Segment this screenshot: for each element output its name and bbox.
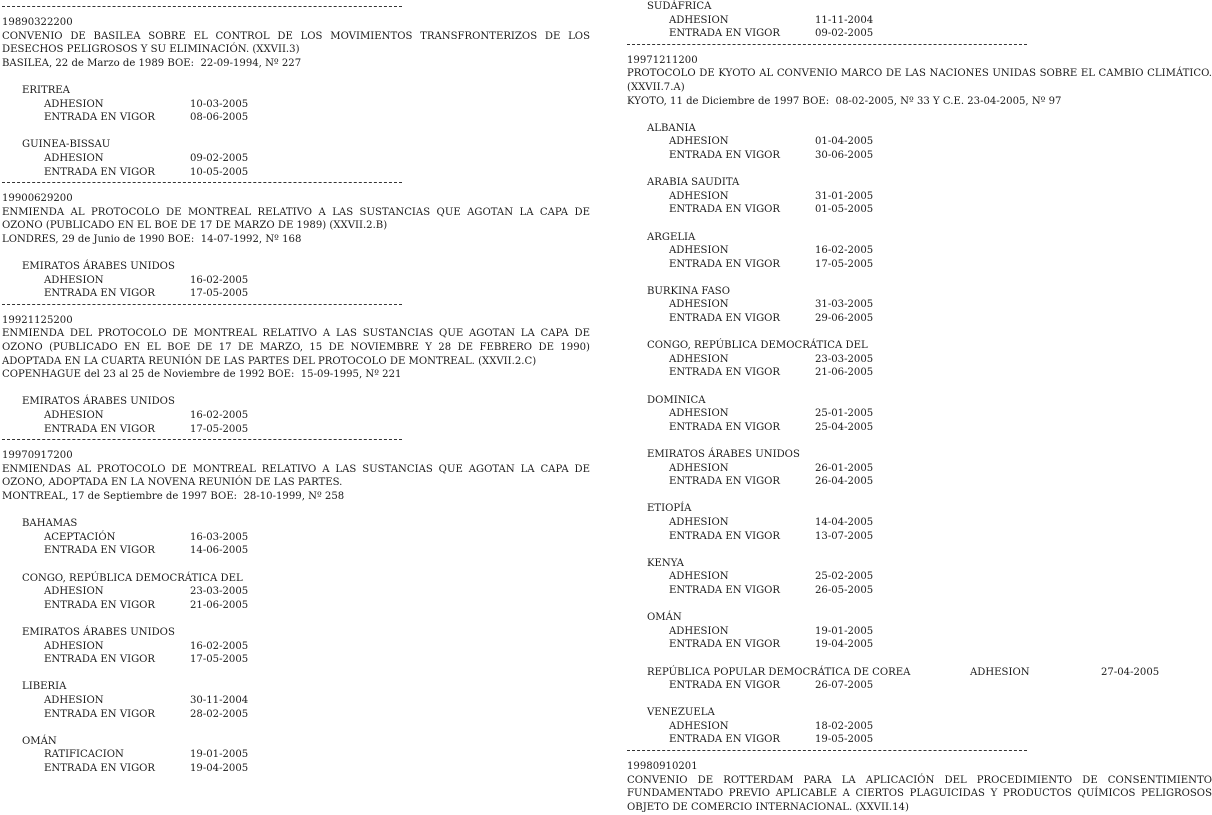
treaty-id: 19890322200 <box>2 17 73 28</box>
section-separator <box>627 44 1027 54</box>
status-row <box>44 423 590 437</box>
status-row <box>669 366 1212 380</box>
treaty-entry <box>2 192 590 301</box>
status-row <box>669 462 1212 476</box>
country-name: BAHAMAS <box>22 518 78 530</box>
treaty-source: COPENHAGUE del 23 al 25 de Noviembre de 1992 BOE: 15-09-1995, Nº 221 <box>2 369 402 381</box>
status-label: ADHESION <box>44 274 104 286</box>
status-row <box>669 638 1212 652</box>
country-name: CONGO, REPÚBLICA DEMOCRÁTICA DEL <box>22 572 243 584</box>
treaty-title: CONVENIO DE ROTTERDAM PARA LA APLICACIÓN DEL PROCEDIMIENTO DE CONSENTIMIENTO FUNDAMENTADO PREVIO APLICABLE A CIERTOS PLAGUICIDAS Y PRODUCTOS QUÍMICOS PELIGROSOS OBJETO DE COMERCIO INTERNACIONAL. (XXVII.14) <box>627 774 1212 813</box>
status-label: ADHESION <box>669 408 729 420</box>
country-entry <box>627 394 1212 435</box>
treaty-source: LONDRES, 29 de Junio de 1990 BOE: 14-07-1992, Nº 168 <box>2 233 302 245</box>
status-label: ENTRADA EN VIGOR <box>669 258 781 270</box>
country-entry <box>2 138 590 179</box>
status-label: ADHESION <box>669 516 729 528</box>
status-date: 01-04-2005 <box>815 136 874 148</box>
status-label: ADHESION <box>669 190 729 202</box>
country-inline-row <box>647 666 1212 680</box>
status-label: ADHESION <box>970 666 1030 678</box>
status-date: 14-06-2005 <box>190 545 249 557</box>
status-row <box>44 166 590 180</box>
country-name: EMIRATOS ÁRABES UNIDOS <box>22 261 175 273</box>
status-date: 26-04-2005 <box>815 476 874 488</box>
status-label: ENTRADA EN VIGOR <box>44 762 156 774</box>
treaty-source: KYOTO, 11 de Diciembre de 1997 BOE: 08-02-2005, Nº 33 Y C.E. 23-04-2005, Nº 97 <box>627 95 1062 107</box>
treaty-entry <box>627 54 1212 747</box>
treaty-id: 19971211200 <box>627 54 698 66</box>
status-date: 30-11-2004 <box>190 694 249 706</box>
status-row <box>669 720 1212 734</box>
status-label: ENTRADA EN VIGOR <box>44 288 156 300</box>
treaty-entry <box>2 314 590 436</box>
treaty-entry <box>627 760 1212 814</box>
status-date: 19-01-2005 <box>815 625 874 637</box>
status-date: 23-03-2005 <box>815 353 874 365</box>
country-name: ARGELIA <box>647 231 696 243</box>
status-label: RATIFICACION <box>44 749 124 761</box>
country-name: EMIRATOS ÁRABES UNIDOS <box>22 396 175 408</box>
status-row <box>44 694 590 708</box>
status-date: 26-05-2005 <box>815 584 874 596</box>
treaty-id: 19980910201 <box>627 761 698 773</box>
status-row <box>44 599 590 613</box>
status-date: 10-03-2005 <box>190 98 249 110</box>
status-label: ADHESION <box>669 720 729 732</box>
treaty-id: 19970917200 <box>2 450 73 462</box>
country-name: LIBERIA <box>22 681 67 693</box>
country-entry <box>627 176 1212 217</box>
country-name: BURKINA FASO <box>647 285 730 297</box>
status-label: ENTRADA EN VIGOR <box>669 476 781 488</box>
status-row <box>669 27 1212 41</box>
country-entry <box>2 517 590 558</box>
country-entry <box>2 84 590 125</box>
country-entry <box>627 122 1212 163</box>
country-entry <box>627 502 1212 543</box>
status-row <box>44 653 590 667</box>
country-entry <box>2 395 590 436</box>
carryover-entry <box>627 0 1212 41</box>
status-label: ADHESION <box>44 152 104 164</box>
status-date: 19-04-2005 <box>815 639 874 651</box>
status-label: ENTRADA EN VIGOR <box>44 654 156 666</box>
status-date: 31-03-2005 <box>815 299 874 311</box>
treaty-title: ENMIENDAS AL PROTOCOLO DE MONTREAL RELATIVO A LAS SUSTANCIAS QUE AGOTAN LA CAPA DE OZONO, ADOPTADA EN LA NOVENA REUNIÓN DE LAS PARTES. <box>2 463 590 489</box>
status-label: ENTRADA EN VIGOR <box>669 584 781 596</box>
country-entry <box>627 339 1212 380</box>
status-date: 16-02-2005 <box>190 410 249 422</box>
status-row <box>44 762 590 776</box>
status-row <box>669 625 1212 639</box>
country-name: GUINEA-BISSAU <box>22 139 111 151</box>
status-date: 17-05-2005 <box>815 258 874 270</box>
country-entry <box>627 611 1212 652</box>
status-label: ENTRADA EN VIGOR <box>669 421 781 433</box>
status-label: ADHESION <box>44 640 104 652</box>
status-date: 16-03-2005 <box>190 531 249 543</box>
status-date: 30-06-2005 <box>815 149 874 161</box>
country-name: ERITREA <box>22 84 70 96</box>
country-name: SUDÁFRICA <box>647 1 712 12</box>
status-row <box>44 531 590 545</box>
country-name: CONGO, REPÚBLICA DEMOCRÁTICA DEL <box>647 340 868 352</box>
country-entry <box>627 0 1212 41</box>
status-row <box>44 585 590 599</box>
status-row <box>44 748 590 762</box>
status-date: 28-02-2005 <box>190 708 249 720</box>
status-date: 18-02-2005 <box>815 720 874 732</box>
status-row <box>669 312 1212 326</box>
status-label: ADHESION <box>669 625 729 637</box>
status-label: ENTRADA EN VIGOR <box>44 545 156 557</box>
country-name: VENEZUELA <box>647 707 715 719</box>
status-row <box>669 679 1212 693</box>
status-date: 26-01-2005 <box>815 462 874 474</box>
status-row <box>669 421 1212 435</box>
status-date: 23-03-2005 <box>190 586 249 598</box>
country-entry <box>627 557 1212 598</box>
treaty-id: 19900629200 <box>2 193 73 205</box>
treaty-title: ENMIENDA DEL PROTOCOLO DE MONTREAL RELATIVO A LAS SUSTANCIAS QUE AGOTAN LA CAPA DE OZONO (PUBLICADO EN EL BOE DE 17 DE MARZO, 15 DE NOVIEMBRE Y 28 DE FEBRERO DE 1990) ADOPTADA EN LA CUARTA REUNIÓN DE LAS PARTES DEL PROTOCOLO DE MONTREAL. (XXVII.2.C) <box>2 328 590 367</box>
treaty-title: CONVENIO DE BASILEA SOBRE EL CONTROL DE LOS MOVIMIENTOS TRANSFRONTERIZOS DE LOS DESECHOS PELIGROSOS Y SU ELIMINACIÓN. (XXVII.3) <box>2 30 590 56</box>
country-name: EMIRATOS ÁRABES UNIDOS <box>647 449 800 460</box>
country-name: DOMINICA <box>647 394 706 406</box>
status-row <box>44 287 590 301</box>
status-row <box>669 244 1212 258</box>
country-entry <box>627 285 1212 326</box>
status-row <box>669 149 1212 163</box>
country-entry <box>2 260 590 301</box>
treaty-source: MONTREAL, 17 de Septiembre de 1997 BOE: 28-10-1999, Nº 258 <box>2 491 345 502</box>
status-row <box>44 544 590 558</box>
country-entry <box>2 572 590 613</box>
status-row <box>44 274 590 288</box>
status-label: ENTRADA EN VIGOR <box>669 734 781 746</box>
status-label: ENTRADA EN VIGOR <box>44 708 156 720</box>
section-separator <box>2 304 402 314</box>
status-row <box>669 584 1212 598</box>
status-row <box>669 298 1212 312</box>
country-name: EMIRATOS ÁRABES UNIDOS <box>22 626 175 638</box>
right-column <box>627 0 1212 814</box>
status-label: ADHESION <box>669 299 729 311</box>
status-date: 25-01-2005 <box>815 408 874 420</box>
status-label: ADHESION <box>44 410 104 422</box>
status-label: ADHESION <box>669 245 729 257</box>
left-column <box>2 3 590 789</box>
status-row <box>669 530 1212 544</box>
country-entry <box>2 735 590 776</box>
section-separator <box>2 182 402 192</box>
status-date: 26-07-2005 <box>815 680 874 692</box>
status-label: ENTRADA EN VIGOR <box>669 530 781 542</box>
status-label: ENTRADA EN VIGOR <box>669 204 781 216</box>
status-date: 19-05-2005 <box>815 734 874 746</box>
status-row <box>669 258 1212 272</box>
status-row <box>669 203 1212 217</box>
status-row <box>44 152 590 166</box>
treaty-entry <box>2 449 590 775</box>
treaty-source: BASILEA, 22 de Marzo de 1989 BOE: 22-09-1994, Nº 227 <box>2 57 302 69</box>
status-label: ENTRADA EN VIGOR <box>44 166 156 178</box>
status-label: ENTRADA EN VIGOR <box>669 639 781 651</box>
country-entry <box>627 706 1212 747</box>
status-date: 17-05-2005 <box>190 423 249 435</box>
status-label: ADHESION <box>44 586 104 598</box>
status-row <box>669 733 1212 747</box>
status-row <box>669 135 1212 149</box>
treaty-entry <box>2 16 590 179</box>
status-row <box>44 409 590 423</box>
status-label: ENTRADA EN VIGOR <box>669 313 781 325</box>
country-name: OMÁN <box>647 612 682 624</box>
status-date: 21-06-2005 <box>190 599 249 611</box>
country-name: ARABIA SAUDITA <box>647 177 740 189</box>
status-date: 16-02-2005 <box>190 274 249 286</box>
status-row <box>44 98 590 112</box>
country-entry <box>627 666 1212 693</box>
status-date: 17-05-2005 <box>190 288 249 300</box>
status-date: 09-02-2005 <box>815 28 874 40</box>
status-date: 19-01-2005 <box>190 749 249 761</box>
status-label: ADHESION <box>669 14 729 26</box>
treaty-id: 19921125200 <box>2 314 73 326</box>
section-separator <box>2 439 402 449</box>
status-date: 25-04-2005 <box>815 421 874 433</box>
status-date: 16-02-2005 <box>815 245 874 257</box>
status-date: 14-04-2005 <box>815 516 874 528</box>
status-date: 11-11-2004 <box>815 14 874 26</box>
status-label: ADHESION <box>669 571 729 583</box>
status-date: 19-04-2005 <box>190 762 249 774</box>
status-row <box>669 407 1212 421</box>
status-label: ACEPTACIÓN <box>44 531 116 543</box>
status-date: 09-02-2005 <box>190 152 249 164</box>
status-row <box>669 353 1212 367</box>
status-row <box>669 190 1212 204</box>
country-entry <box>627 448 1212 489</box>
country-name: KENYA <box>647 557 684 569</box>
status-date: 10-05-2005 <box>190 166 249 178</box>
status-date: 27-04-2005 <box>1101 666 1160 678</box>
status-label: ADHESION <box>669 136 729 148</box>
status-label: ADHESION <box>669 353 729 365</box>
status-label: ADHESION <box>44 694 104 706</box>
country-name: ALBANIA <box>647 122 696 134</box>
status-date: 17-05-2005 <box>190 654 249 666</box>
status-date: 29-06-2005 <box>815 313 874 325</box>
section-separator <box>2 6 402 16</box>
country-name: REPÚBLICA POPULAR DEMOCRÁTICA DE COREA <box>647 666 911 678</box>
status-date: 31-01-2005 <box>815 190 874 202</box>
status-date: 08-06-2005 <box>190 112 249 124</box>
treaty-title: ENMIENDA AL PROTOCOLO DE MONTREAL RELATIVO A LAS SUSTANCIAS QUE AGOTAN LA CAPA DE OZONO (PUBLICADO EN EL BOE DE 17 DE MARZO DE 1989) (XXVII.2.B) <box>2 206 590 232</box>
status-label: ENTRADA EN VIGOR <box>669 28 781 40</box>
country-entry <box>2 626 590 667</box>
status-row <box>669 570 1212 584</box>
status-label: ENTRADA EN VIGOR <box>44 112 156 124</box>
status-row <box>44 708 590 722</box>
country-name: ETIOPÍA <box>647 503 692 515</box>
status-date: 01-05-2005 <box>815 204 874 216</box>
status-label: ENTRADA EN VIGOR <box>44 423 156 435</box>
country-name: OMÁN <box>22 735 57 747</box>
status-date: 25-02-2005 <box>815 571 874 583</box>
status-date: 21-06-2005 <box>815 367 874 379</box>
status-row <box>44 640 590 654</box>
status-date: 13-07-2005 <box>815 530 874 542</box>
status-row <box>669 475 1212 489</box>
status-row <box>669 14 1212 28</box>
status-date: 16-02-2005 <box>190 640 249 652</box>
treaty-title: PROTOCOLO DE KYOTO AL CONVENIO MARCO DE LAS NACIONES UNIDAS SOBRE EL CAMBIO CLIMÁTICO. (XXVII.7.A) <box>627 68 1212 93</box>
status-label: ADHESION <box>44 98 104 110</box>
section-separator <box>627 750 1027 760</box>
status-label: ENTRADA EN VIGOR <box>44 599 156 611</box>
status-label: ENTRADA EN VIGOR <box>669 367 781 379</box>
status-label: ENTRADA EN VIGOR <box>669 149 781 161</box>
country-entry <box>2 680 590 721</box>
country-entry <box>627 231 1212 272</box>
status-label: ADHESION <box>669 462 729 474</box>
status-row <box>44 111 590 125</box>
status-row <box>669 516 1212 530</box>
status-label: ENTRADA EN VIGOR <box>669 680 781 692</box>
